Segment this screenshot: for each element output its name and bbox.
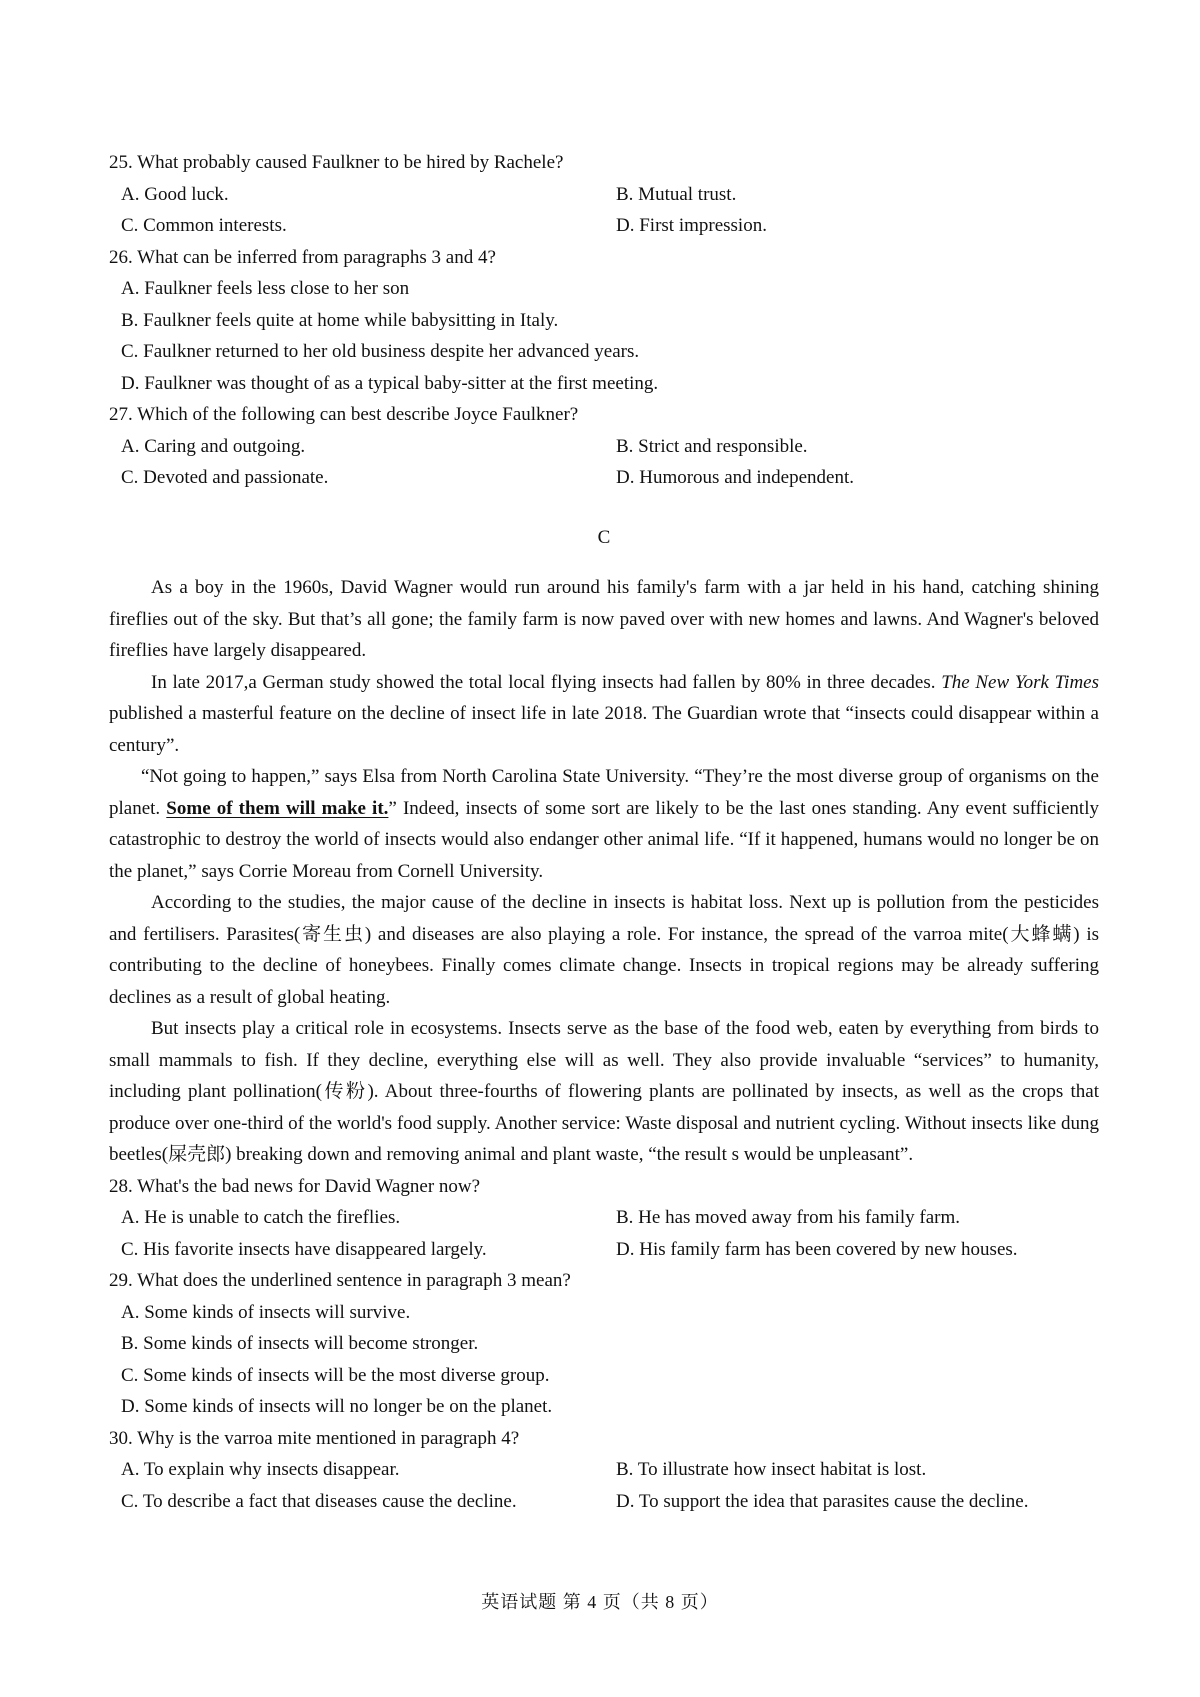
paragraph-3-text-end: ” Indeed, insects of some sort are likely to be the last ones standing. Any event sufficiently catastrophic to destroy the world of insects would also endanger other animal life. “If it happened, humans would no longer be on the planet,” says Corrie Moreau from Cornell University. [109, 797, 1099, 882]
question-28-option-a: A. He is unable to catch the fireflies. [121, 1207, 401, 1228]
question-30-option-b: B. To illustrate how insect habitat is lost. [616, 1459, 927, 1480]
question-27-options-row-1 [109, 431, 1099, 463]
passage-paragraph-4: According to the studies, the major cause of the decline in insects is habitat loss. Next up is pollution from the pesticides and fertilisers. Parasites(寄生虫) and diseases are also playing a role. For instance, the spread of the varroa mite(大蜂螨) is contributing to the decline of honeybees. Finally comes climate change. Insects in tropical regions may be already suffering declines as a result of global heating. [109, 892, 1099, 1008]
underlined-sentence: Some of them will make it. [166, 797, 389, 819]
question-25-options-row-2 [109, 210, 1099, 242]
question-27-option-a: A. Caring and outgoing. [121, 435, 306, 457]
question-25-options-row-1 [109, 179, 1099, 211]
paragraph-2-text-start: In late 2017,a German study showed the total local flying insects had fallen by 80% in three decades. [151, 671, 942, 693]
question-26-option-a: A. Faulkner feels less close to her son [121, 278, 410, 299]
question-27-option-c: C. Devoted and passionate. [121, 467, 329, 488]
question-29-option-c: C. Some kinds of insects will be the most diverse group. [121, 1364, 550, 1386]
question-26-option-d: D. Faulkner was thought of as a typical baby-sitter at the first meeting. [121, 372, 659, 394]
question-25-option-d: D. First impression. [616, 215, 767, 236]
question-30-option-a: A. To explain why insects disappear. [121, 1459, 400, 1480]
question-25-option-b: B. Mutual trust. [616, 183, 737, 205]
question-29-stem: 29. What does the underlined sentence in paragraph 3 mean? [109, 1270, 571, 1291]
newspaper-title: The New York Times [941, 671, 1099, 693]
question-29-option-b: B. Some kinds of insects will become stronger. [121, 1333, 479, 1354]
question-30-option-d: D. To support the idea that parasites cause the decline. [616, 1490, 1029, 1512]
passage-paragraph-5: But insects play a critical role in ecosystems. Insects serve as the base of the food web, eaten by everything from birds to small mammals to fish. If they decline, everything else will as well. They also provide invaluable “services” to humanity, including plant pollination(传粉). About three-fourths of flowering plants are pollinated by insects, as well as the crops that produce over one-third of the world's food supply. Another service: Waste disposal and nutrient cycling. Without insects like dung beetles(屎壳郎) breaking down and removing animal and plant waste, “the result s would be unpleasant”. [109, 1018, 1099, 1165]
passage-paragraph-1: As a boy in the 1960s, David Wagner would run around his family's farm with a jar held in his hand, catching shining fireflies out of the sky. But that’s all gone; the family farm is now paved over with new homes and lawns. And Wagner's beloved fireflies have largely disappeared. [109, 577, 1099, 661]
exam-page [109, 147, 1099, 1517]
passage-paragraph-2 [109, 667, 1099, 762]
question-25-stem: 25. What probably caused Faulkner to be hired by Rachele? [109, 152, 564, 173]
question-28-options-row-2 [109, 1234, 1099, 1266]
question-30-option-c: C. To describe a fact that diseases cause the decline. [121, 1490, 517, 1512]
paragraph-3-text-start: “Not going to happen,” says Elsa from North Carolina State University. “They’re the most diverse group of organisms on the planet. [109, 766, 1099, 819]
question-29-option-d: D. Some kinds of insects will no longer be on the planet. [121, 1396, 553, 1417]
question-26-stem: 26. What can be inferred from paragraphs 3 and 4? [109, 246, 496, 268]
question-30-stem: 30. Why is the varroa mite mentioned in paragraph 4? [109, 1427, 520, 1449]
question-30-options-row-1 [109, 1454, 1099, 1486]
passage-paragraph-3 [109, 761, 1099, 887]
question-30-options-row-2 [109, 1486, 1099, 1518]
question-28-options-row-1 [109, 1202, 1099, 1234]
question-27-option-d: D. Humorous and independent. [616, 467, 854, 488]
paragraph-2-text-end: published a masterful feature on the decline of insect life in late 2018. The Guardian wrote that “insects could disappear within a century”. [109, 703, 1099, 756]
question-28-option-d: D. His family farm has been covered by new houses. [616, 1238, 1018, 1260]
question-25-option-c: C. Common interests. [121, 215, 287, 236]
section-c-heading: C [597, 526, 611, 548]
question-26-option-c: C. Faulkner returned to her old business despite her advanced years. [121, 341, 640, 362]
question-29-option-a: A. Some kinds of insects will survive. [121, 1301, 411, 1323]
question-27-option-b: B. Strict and responsible. [616, 435, 808, 457]
question-28-option-b: B. He has moved away from his family farm. [616, 1207, 961, 1228]
question-27-options-row-2 [109, 462, 1099, 494]
question-28-option-c: C. His favorite insects have disappeared largely. [121, 1238, 487, 1260]
question-27-stem: 27. Which of the following can best describe Joyce Faulkner? [109, 404, 579, 425]
question-28-stem: 28. What's the bad news for David Wagner now? [109, 1175, 481, 1197]
question-25-option-a: A. Good luck. [121, 183, 229, 205]
question-26-option-b: B. Faulkner feels quite at home while babysitting in Italy. [121, 309, 559, 331]
page-footer: 英语试题 第 4 页（共 8 页） [481, 1592, 719, 1612]
